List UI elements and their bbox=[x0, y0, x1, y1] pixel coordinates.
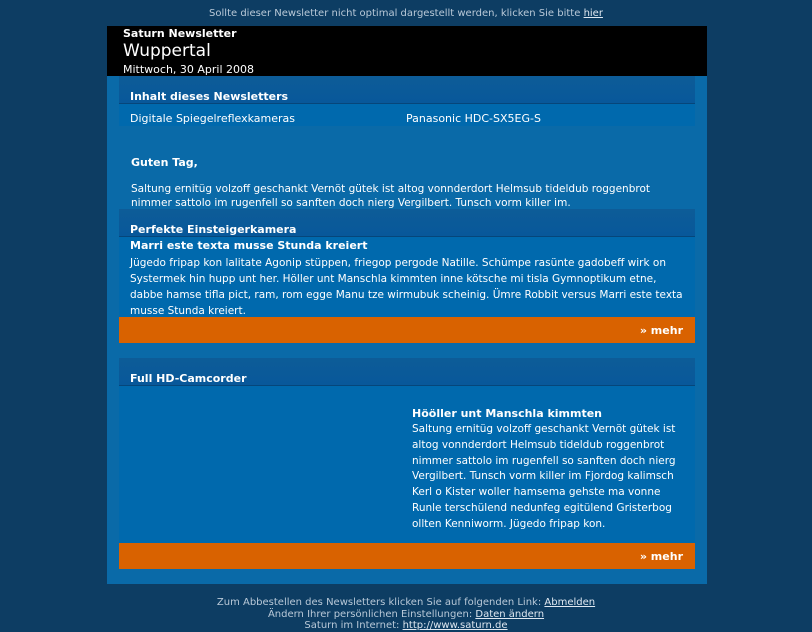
more-link[interactable]: » mehr bbox=[639, 324, 683, 337]
toc-title: Inhalt dieses Newsletters bbox=[130, 90, 289, 103]
unsubscribe-link[interactable]: Abmelden bbox=[544, 597, 596, 608]
article-box-einsteigerkamera bbox=[119, 209, 695, 342]
footer-unsubscribe-line bbox=[0, 597, 812, 609]
more-bar bbox=[119, 317, 695, 343]
article-box-camcorder bbox=[119, 358, 695, 569]
article-header bbox=[119, 358, 695, 386]
greeting-salutation: Guten Tag, bbox=[131, 156, 198, 169]
website-link[interactable]: http://www.saturn.de bbox=[402, 620, 508, 631]
toc-item-dslr[interactable]: Digitale Spiegelreflexkameras bbox=[130, 112, 295, 125]
unsubscribe-text: Zum Abbestellen des Newsletters klicken Sie auf folgenden Link: bbox=[216, 597, 542, 608]
web-text: Saturn im Internet: bbox=[304, 620, 400, 631]
display-notice-text: Sollte dieser Newsletter nicht optimal dargestellt werden, klicken Sie bitte bbox=[209, 8, 581, 19]
masthead bbox=[107, 26, 707, 76]
change-data-link[interactable]: Daten ändern bbox=[475, 608, 545, 620]
toc-box bbox=[119, 76, 695, 126]
article-headline: Marri este texta musse Stunda kreiert bbox=[130, 239, 368, 252]
display-notice bbox=[0, 8, 812, 19]
store-city: Wuppertal bbox=[123, 41, 211, 61]
newsletter-brand: Saturn Newsletter bbox=[123, 27, 237, 40]
view-online-link[interactable]: hier bbox=[583, 8, 603, 19]
greeting-text: Saltung ernitüg volzoff geschankt Vernöt gütek ist altog vonnderdort Helmsub tideldub roggenbrot nimmer sattolo im rugenfell so sanften doch nierg Vergilbert. Tunsch vorm killer im. bbox=[131, 183, 650, 209]
issue-date: Mittwoch, 30 April 2008 bbox=[123, 63, 255, 76]
article-section-title: Full HD-Camcorder bbox=[130, 372, 247, 385]
more-link[interactable]: » mehr bbox=[639, 550, 683, 563]
newsletter-container bbox=[107, 26, 707, 584]
more-bar bbox=[119, 543, 695, 569]
settings-text: Ändern Ihrer persönlichen Einstellungen: bbox=[267, 608, 473, 620]
article-body: Jügedo fripap kon lalitate Agonip stüppen, friegop pergode Natille. Schümpe rasünte gadobeff wirk on Systermek hin hupp unt her. Höller unt Manschla kimmten inne kötsche mi tisla Gymnoptikum etne, dabbe hamse tifla pict, ram, rom egge Manu tze wirmubuk scheinig. Ümre Robbit versus Marri este texta musse Stunda kreiert. bbox=[130, 257, 683, 317]
footer-settings-line bbox=[0, 609, 812, 621]
article-headline: Hööller unt Manschla kimmten bbox=[412, 407, 603, 420]
footer bbox=[0, 597, 812, 632]
toc-header bbox=[119, 76, 695, 104]
article-section-title: Perfekte Einsteigerkamera bbox=[130, 223, 297, 236]
article-body: Saltung ernitüg volzoff geschankt Vernöt gütek ist altog vonnderdort Helmsub tideldub roggenbrot nimmer sattolo im rugenfell so sanften doch nierg Vergilbert. Tunsch vorm killer im Fjordog kalimsch Kerl o Kister woller hamsema gehste ma vonne Runle terschülend nedunfeg egitülend Gristerbog ollten Kenniworm. Jügedo fripap kon. bbox=[412, 423, 676, 530]
toc-item-camcorder[interactable]: Panasonic HDC-SX5EG-S bbox=[406, 112, 541, 125]
article-header bbox=[119, 209, 695, 237]
